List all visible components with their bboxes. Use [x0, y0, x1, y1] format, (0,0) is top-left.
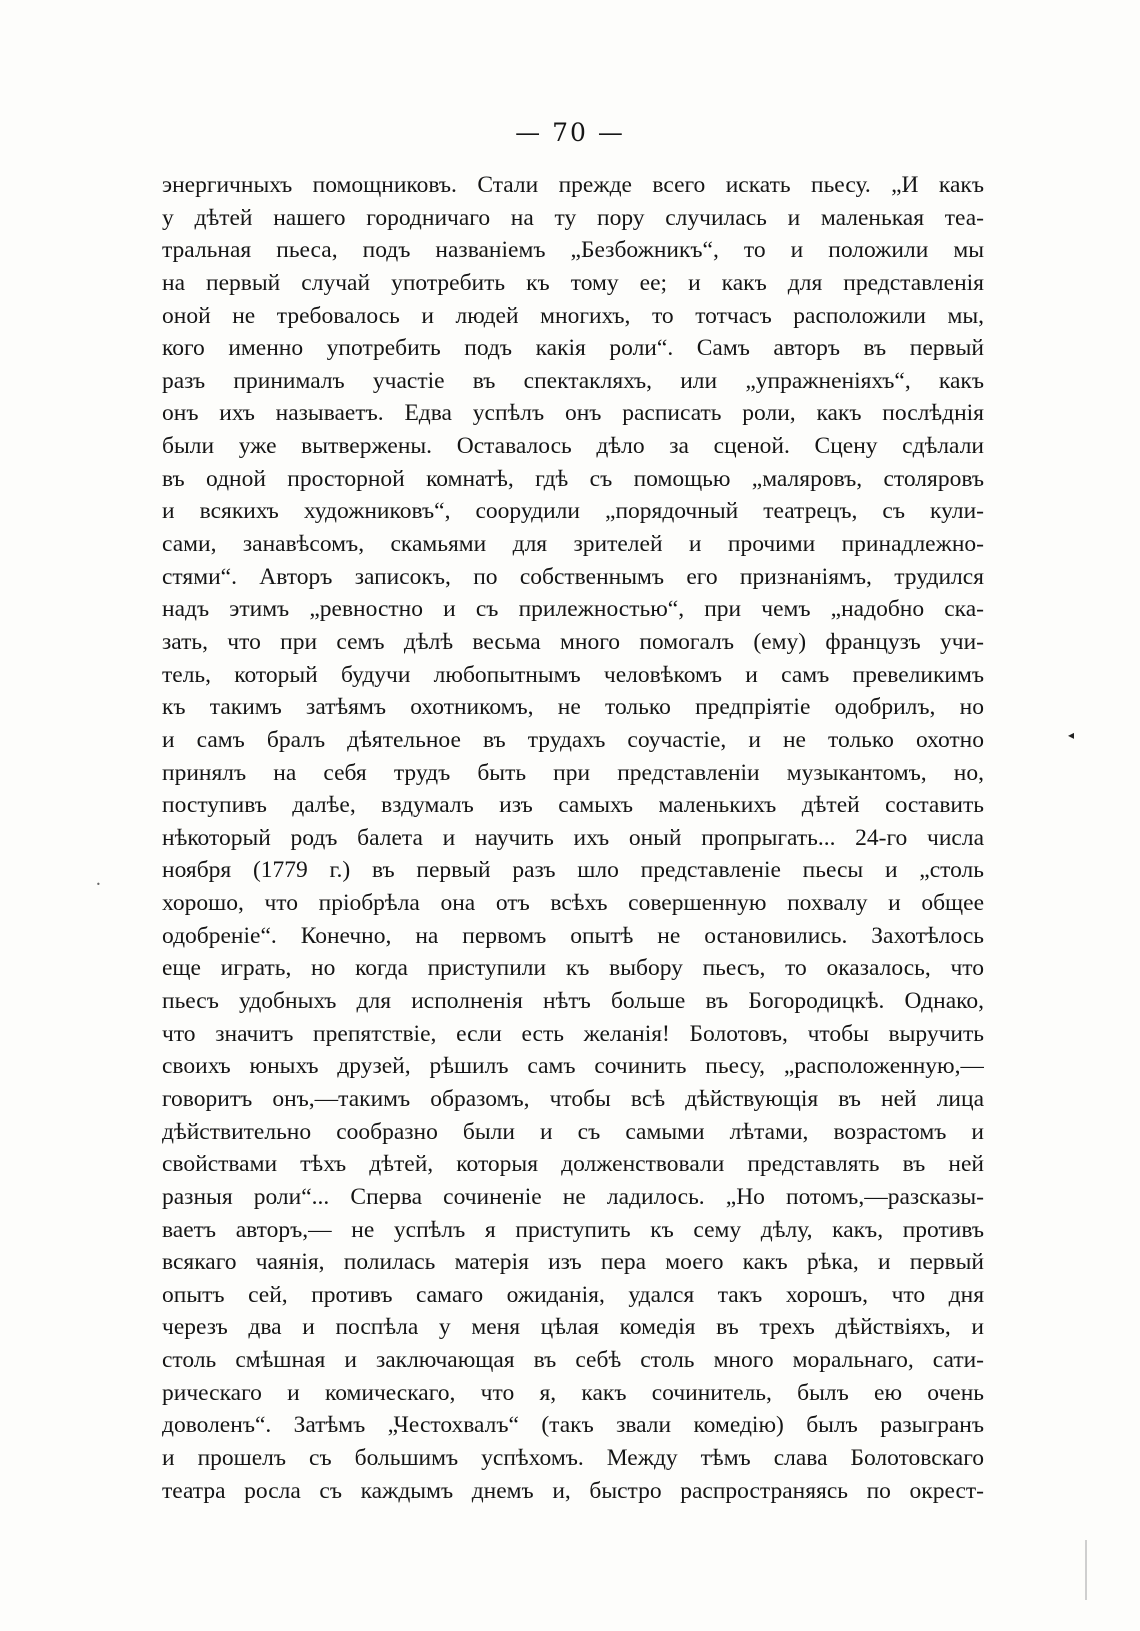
- text-line: дѣйствительно сообразно были и съ самыми лѣтами, возрастомъ и: [162, 1118, 984, 1145]
- text-line: театра росла съ каждымъ днемъ и, быстро распространяясь по окрест-: [162, 1477, 984, 1504]
- text-line: нѣкоторый родъ балета и научить ихъ оный пропрыгать... 24-го числа: [162, 824, 984, 851]
- text-line: энергичныхъ помощниковъ. Стали прежде всего искать пьесу. „И какъ: [162, 172, 984, 198]
- text-line: доволенъ“. Затѣмъ „Честохвалъ“ (такъ звали комедію) былъ разыгранъ: [162, 1412, 984, 1439]
- text-line: пьесъ удобныхъ для исполненія нѣтъ больше въ Богородицкѣ. Однако,: [162, 988, 984, 1015]
- text-line: принялъ на себя трудъ быть при представленіи музыкантомъ, но,: [162, 759, 984, 786]
- text-line: рическаго и комическаго, что я, какъ сочинитель, былъ ею очень: [162, 1379, 984, 1406]
- text-line: черезъ два и поспѣла у меня цѣлая комедія въ трехъ дѣйствіяхъ, и: [162, 1314, 984, 1341]
- text-line: оной не требовалось и людей многихъ, то тотчасъ расположили мы,: [162, 302, 984, 329]
- text-line: ноября (1779 г.) въ первый разъ шло представленіе пьесы и „столь: [162, 857, 984, 884]
- text-line: стями“. Авторъ записокъ, по собственнымъ его признаніямъ, трудился: [162, 563, 984, 590]
- text-line: и всякихъ художниковъ“, соорудили „порядочный театрецъ, съ кули-: [162, 498, 984, 525]
- text-line: опытъ сей, противъ самаго ожиданія, удался такъ хорошъ, что дня: [162, 1281, 984, 1308]
- text-line: на первый случай употребить къ тому ее; и какъ для представленія: [162, 269, 984, 296]
- page-number: — 70 —: [515, 118, 625, 147]
- margin-arrow-icon: ◂: [1068, 728, 1075, 742]
- scan-edge-mark: [1085, 1540, 1087, 1600]
- text-line: и прошелъ съ большимъ успѣхомъ. Между тѣмъ слава Болотовскаго: [162, 1444, 984, 1471]
- text-line: столь смѣшная и заключающая въ себѣ столь много моральнаго, сати-: [162, 1347, 984, 1374]
- text-line: еще играть, но когда приступили къ выбору пьесъ, то оказалось, что: [162, 955, 984, 982]
- text-line: что значитъ препятствіе, если есть желанія! Болотовъ, чтобы выручить: [162, 1020, 984, 1047]
- text-line: и самъ бралъ дѣятельное въ трудахъ соучастіе, и не только охотно: [162, 726, 984, 753]
- scan-dot-icon: •: [96, 880, 101, 889]
- text-line: говоритъ онъ,—такимъ образомъ, чтобы всѣ дѣйствующія въ ней лица: [162, 1085, 984, 1112]
- text-line: всякаго чаянія, полилась матерія изъ пера моего какъ рѣка, и первый: [162, 1249, 984, 1276]
- text-line: были уже вытвержены. Оставалось дѣло за сценой. Сцену сдѣлали: [162, 433, 984, 460]
- text-line: зать, что при семъ дѣлѣ весьма много помогалъ (ему) французъ учи-: [162, 628, 984, 655]
- text-line: кого именно употребить подъ какія роли“. Самъ авторъ въ первый: [162, 335, 984, 362]
- text-line: ваетъ авторъ,— не успѣлъ я приступить къ сему дѣлу, какъ, противъ: [162, 1216, 984, 1243]
- text-line: надъ этимъ „ревностно и съ прилежностью“, при чемъ „надобно ска-: [162, 596, 984, 623]
- text-line: тральная пьеса, подъ названіемъ „Безбожникъ“, то и положили мы: [162, 237, 984, 264]
- text-line: къ такимъ затѣямъ охотникомъ, не только предпріятіе одобрилъ, но: [162, 694, 984, 721]
- text-line: одобреніе“. Конечно, на первомъ опытѣ не остановились. Захотѣлось: [162, 922, 984, 949]
- text-line: разныя роли“... Сперва сочиненіе не ладилось. „Но потомъ,—разсказы-: [162, 1183, 984, 1210]
- text-line: своихъ юныхъ друзей, рѣшилъ самъ сочинить пьесу, „расположенную,—: [162, 1053, 984, 1080]
- text-line: свойствами тѣхъ дѣтей, которыя долженствовали представлять въ ней: [162, 1151, 984, 1178]
- text-line: въ одной просторной комнатѣ, гдѣ съ помощью „маляровъ, столяровъ: [162, 465, 984, 492]
- text-line: онъ ихъ называетъ. Едва успѣлъ онъ расписать роли, какъ послѣднія: [162, 400, 984, 427]
- text-line: тель, который будучи любопытнымъ человѣкомъ и самъ превеликимъ: [162, 661, 984, 688]
- text-line: у дѣтей нашего городничаго на ту пору случилась и маленькая теа-: [162, 204, 984, 231]
- body-text: [162, 169, 984, 1507]
- text-line: поступивъ далѣе, вздумалъ изъ самыхъ маленькихъ дѣтей составить: [162, 792, 984, 819]
- text-line: сами, занавѣсомъ, скамьями для зрителей и прочими принадлежно-: [162, 531, 984, 558]
- text-line: разъ принималъ участіе въ спектакляхъ, или „упражненіяхъ“, какъ: [162, 367, 984, 394]
- text-line: хорошо, что пріобрѣла она отъ всѣхъ совершенную похвалу и общее: [162, 890, 984, 917]
